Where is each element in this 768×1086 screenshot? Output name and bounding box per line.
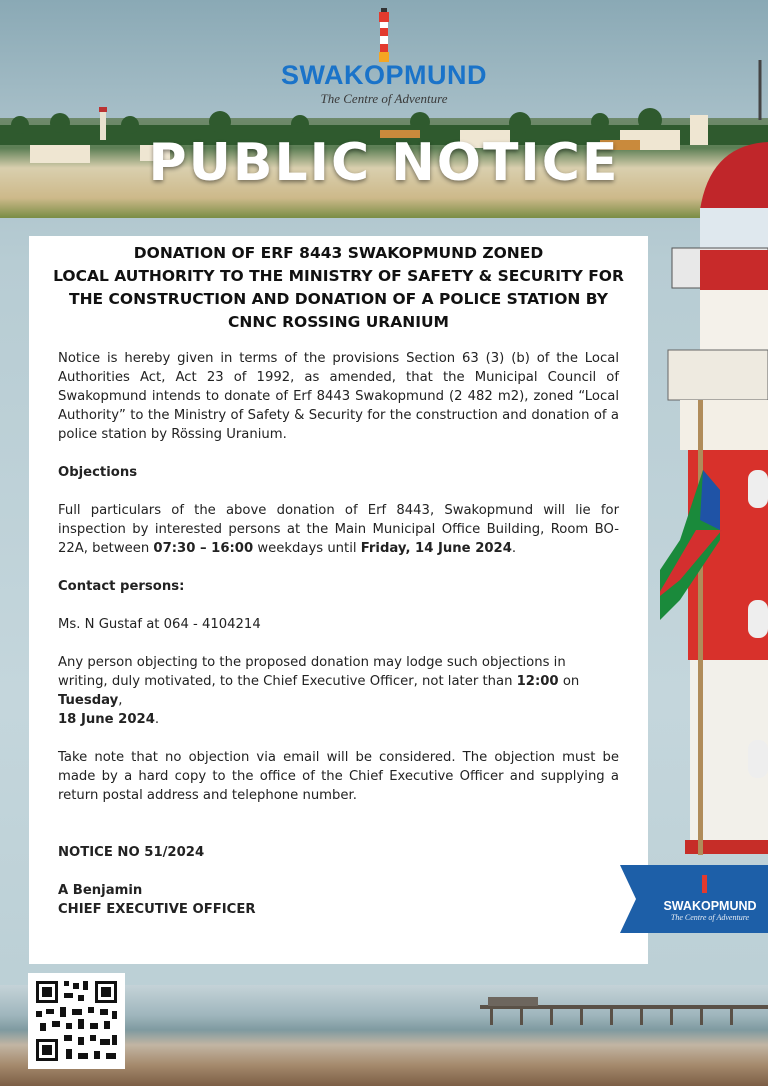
particulars-paragraph: Full particulars of the above donation of Erf 8443, Swakopmund will lie for inspection by interested persons at the Main Municipal Office Building, Room BO-22A, between 07:30 – 16:00 weekdays until Friday, 14 June 2024. — [58, 503, 619, 556]
pier-illustration — [480, 995, 768, 1027]
notice-title-line: CNNC ROSSING URANIUM — [228, 313, 449, 331]
notice-card — [29, 236, 648, 964]
contact-line: Ms. N Gustaf at 064 - 4104214 — [58, 617, 261, 632]
particulars-date: Friday, 14 June 2024 — [360, 541, 512, 556]
notice-number: NOTICE NO 51/2024 — [58, 845, 205, 860]
notice-body — [58, 349, 619, 919]
particulars-text: Full particulars of the above donation of Erf 8443, Swakopmund will lie for inspection by interested persons at the Main Municipal Office Building, Room BO-22A, between — [58, 503, 619, 556]
lodge-day: Tuesday — [58, 693, 119, 708]
intro-paragraph: Notice is hereby given in terms of the provisions Section 63 (3) (b) of the Local Authorities Act, Act 23 of 1992, as amended, that the Municipal Council of Swakopmund intends to donate of Erf 8443 Swakopmund (2 482 m2), zoned “Local Authority” to the Ministry of Safety & Security for the construction and donation of a police station by Rössing Uranium. — [58, 351, 619, 442]
qr-code[interactable] — [28, 973, 125, 1069]
signatory-title: CHIEF EXECUTIVE OFFICER — [58, 902, 256, 917]
lodge-on: on — [562, 674, 580, 689]
lodge-text: Any person objecting to the proposed donation may lodge such objections in writing, duly motivated, to the Chief Executive Officer, not later than — [58, 655, 566, 689]
badge-brand-tagline: The Centre of Adventure — [670, 913, 750, 922]
objections-heading: Objections — [58, 465, 138, 480]
lighthouse-logo-icon — [375, 8, 393, 62]
lodge-time: 12:00 — [516, 674, 559, 689]
signatory-name: A Benjamin — [58, 883, 143, 898]
particulars-mid: weekdays until — [257, 541, 357, 556]
notice-title — [29, 242, 648, 334]
email-note-paragraph: Take note that no objection via email will be considered. The objection must be made by a hard copy to the office of the Chief Executive Officer and supplying a return postal address and telephone number. — [58, 750, 619, 803]
lodge-date: 18 June 2024 — [58, 712, 155, 727]
brand-name: SWAKOPMUND — [281, 60, 487, 90]
page-headline: PUBLIC NOTICE — [148, 133, 620, 193]
badge-brand-name: SWAKOPMUND — [663, 899, 757, 913]
particulars-hours: 07:30 – 16:00 — [153, 541, 254, 556]
lighthouse-illustration — [660, 60, 768, 860]
notice-title-line: THE CONSTRUCTION AND DONATION OF A POLICE STATION BY — [69, 290, 608, 308]
brand-tagline: The Centre of Adventure — [320, 91, 448, 106]
notice-title-line: LOCAL AUTHORITY TO THE MINISTRY OF SAFETY & SECURITY FOR — [53, 267, 624, 285]
contact-heading: Contact persons: — [58, 579, 185, 594]
lodge-paragraph: Any person objecting to the proposed donation may lodge such objections in writing, duly motivated, to the Chief Executive Officer, not later than 12:00 on Tuesday, 18 June 2024. — [58, 655, 580, 727]
notice-title-line: DONATION OF ERF 8443 SWAKOPMUND ZONED — [133, 244, 544, 262]
